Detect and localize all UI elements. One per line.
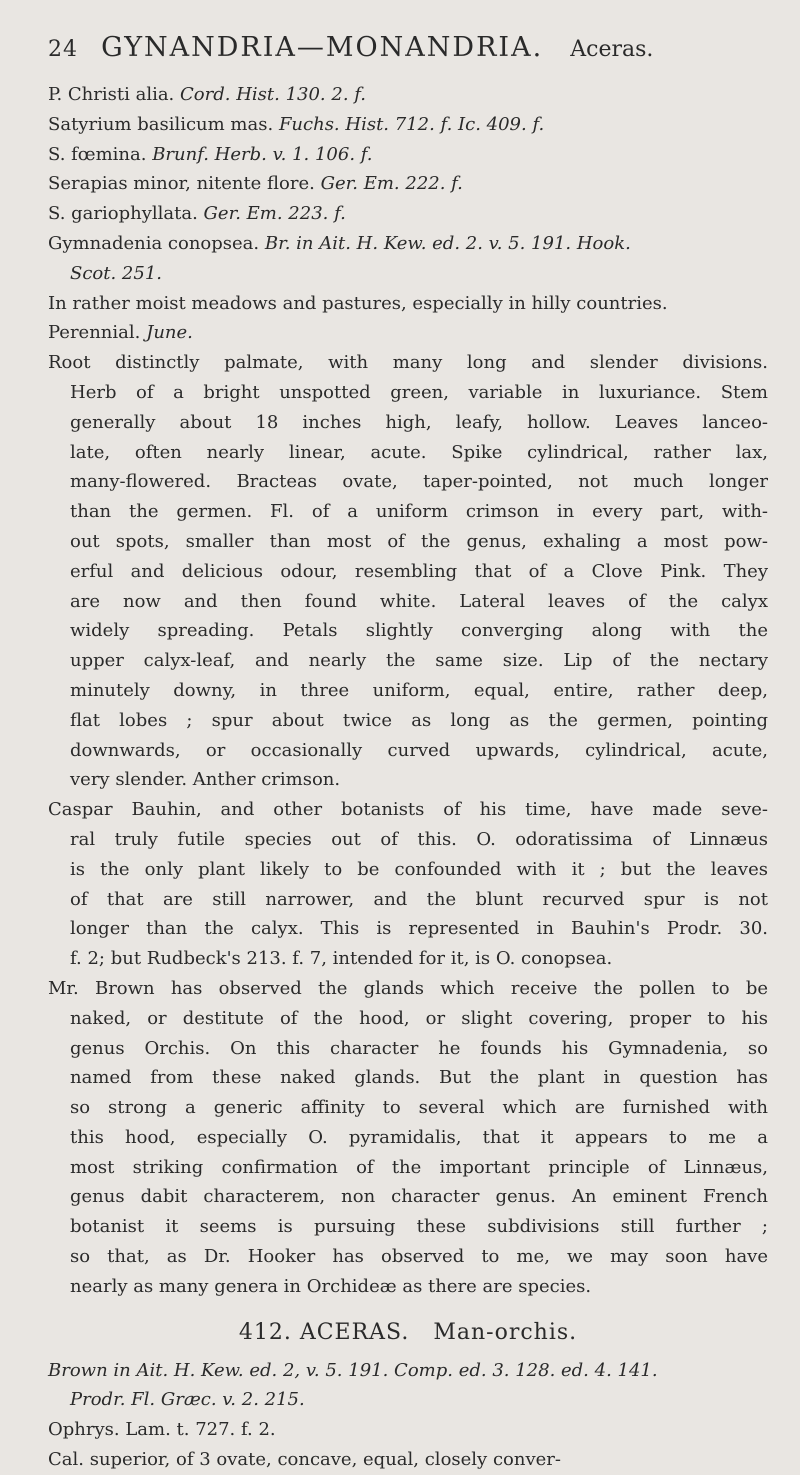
text-line: so that, as Dr. Hooker has observed to me, we may soon have [70, 1246, 768, 1268]
synonym-line: S. gariophyllata. Ger. Em. 223. f. [48, 203, 346, 225]
text-line: widely spreading. Petals slightly converging along with the [70, 620, 768, 642]
text-line: many-flowered. Bracteas ovate, taper-pointed, not much longer [70, 471, 768, 493]
brown-paragraph [48, 974, 768, 1302]
text-line: than the germen. Fl. of a uniform crimson in every part, with- [70, 501, 768, 523]
text-line: genus dabit characterem, non character genus. An eminent French [70, 1186, 768, 1208]
text-line: minutely downy, in three uniform, equal, entire, rather deep, [70, 679, 768, 701]
text-line: Mr. Brown has observed the glands which receive the pollen to be [48, 977, 768, 999]
duration-line [48, 318, 768, 348]
text-line: f. 2; but Rudbeck's 213. f. 7, intended for it, is O. conopsea. [70, 948, 613, 970]
calyx-description: Cal. superior, of 3 ovate, concave, equal, closely conver- [48, 1449, 561, 1471]
section-genus: ACERAS. [299, 1319, 410, 1345]
text-line: nearly as many genera in Orchideæ as there are species. [70, 1275, 592, 1297]
synonym-line: Gymnadenia conopsea. Br. in Ait. H. Kew. ed. 2. v. 5. 191. Hook. [48, 232, 631, 254]
text-line: named from these naked glands. But the plant in question has [70, 1067, 768, 1089]
duration: Perennial. [48, 322, 141, 344]
text-line: longer than the calyx. This is represented in Bauhin's Prodr. 30. [70, 918, 768, 940]
text-line: generally about 18 inches high, leafy, hollow. Leaves lanceo- [70, 411, 768, 433]
text-line: Root distinctly palmate, with many long and slender divisions. [48, 352, 768, 374]
text-line: ral truly futile species out of this. O. odoratissima of Linnæus [70, 828, 768, 850]
text-line: of that are still narrower, and the blunt recurved spur is not [70, 888, 768, 910]
text-line: erful and delicious odour, resembling that of a Clove Pink. They [70, 560, 768, 582]
header-genus: Aceras. [570, 37, 654, 62]
page-number: 24 [48, 37, 78, 62]
section-heading [48, 1310, 768, 1356]
text-line: so strong a generic affinity to several which are furnished with [70, 1097, 768, 1119]
habitat: In rather moist meadows and pastures, especially in hilly countries. [48, 292, 668, 314]
text-line: is the only plant likely to be confounded with it ; but the leaves [70, 858, 768, 880]
text-line: naked, or destitute of the hood, or slight covering, proper to his [70, 1007, 768, 1029]
text-line: very slender. Anther crimson. [70, 769, 341, 791]
text-line: flat lobes ; spur about twice as long as the germen, pointing [70, 709, 768, 731]
text-line: botanist it seems is pursuing these subdivisions still further ; [70, 1216, 768, 1238]
running-title: GYNANDRIA—MONANDRIA. [101, 32, 544, 63]
section-common-name: Man-orchis. [433, 1319, 578, 1345]
text-line: downwards, or occasionally curved upwards, cylindrical, acute, [70, 739, 768, 761]
text-line: genus Orchis. On this character he founds his Gymnadenia, so [70, 1037, 768, 1059]
section-number: 412. [238, 1319, 292, 1345]
bauhin-paragraph [48, 795, 768, 974]
reference-line: Prodr. Fl. Græc. v. 2. 215. [70, 1389, 305, 1411]
synonym-line: Serapias minor, nitente flore. Ger. Em. 222. f. [48, 173, 463, 195]
synonym-line: S. fœmina. Brunf. Herb. v. 1. 106. f. [48, 143, 373, 165]
synonym-list [48, 80, 768, 289]
text-line: late, often nearly linear, acute. Spike cylindrical, rather lax, [70, 441, 768, 463]
text-line: out spots, smaller than most of the genus, exhaling a most pow- [70, 530, 768, 552]
synonym-line: Satyrium basilicum mas. Fuchs. Hist. 712. f. Ic. 409. f. [48, 113, 545, 135]
page-body [48, 80, 768, 1475]
text-line: are now and then found white. Lateral leaves of the calyx [70, 590, 768, 612]
text-line: Herb of a bright unspotted green, variable in luxuriance. Stem [70, 381, 768, 403]
running-header [48, 26, 768, 70]
text-line: upper calyx-leaf, and nearly the same size. Lip of the nectary [70, 650, 768, 672]
reference-line: Brown in Ait. H. Kew. ed. 2, v. 5. 191. Comp. ed. 3. 128. ed. 4. 141. [48, 1359, 658, 1381]
description-paragraph [48, 348, 768, 795]
reference-line: Ophrys. Lam. t. 727. f. 2. [48, 1419, 276, 1441]
section-references [48, 1356, 768, 1445]
synonym-line-continued: Scot. 251. [70, 262, 163, 284]
text-line: this hood, especially O. pyramidalis, that it appears to me a [70, 1126, 768, 1148]
text-line: Caspar Bauhin, and other botanists of his time, have made seve- [48, 799, 768, 821]
text-line: most striking confirmation of the important principle of Linnæus, [70, 1156, 768, 1178]
synonym-line: P. Christi alia. Cord. Hist. 130. 2. f. [48, 84, 367, 105]
flowering-time: June. [146, 322, 193, 344]
